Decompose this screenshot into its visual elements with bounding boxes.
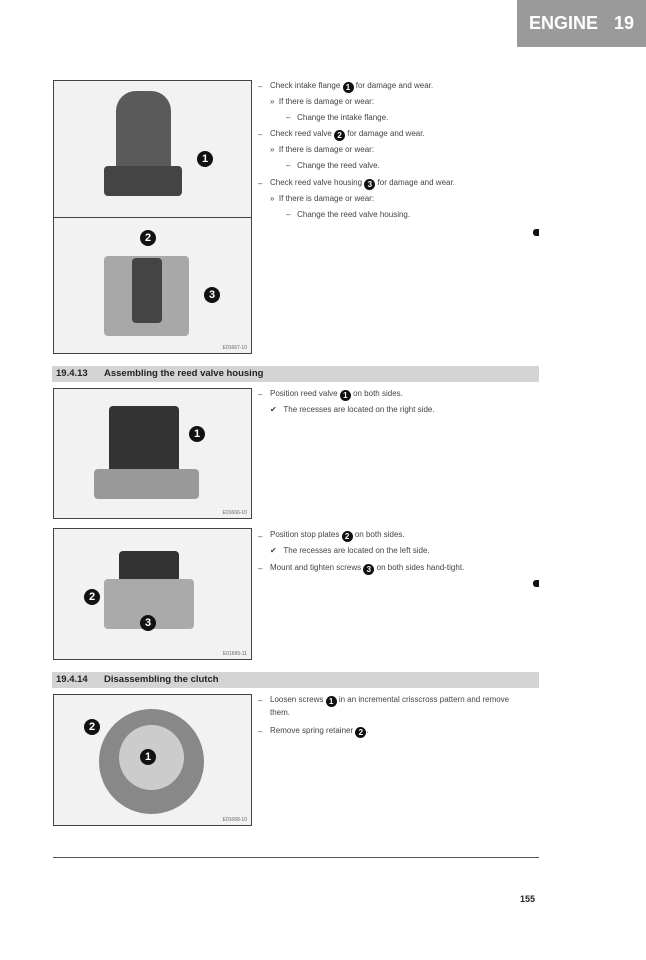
footer-divider [53,857,539,858]
stop-plates-image [53,528,252,660]
callout-2: 2 [84,589,100,605]
chapter-number: 19 [613,13,635,33]
step-position-stop-plates: Position stop plates 2 on both sides. [270,530,405,541]
callout-1: 1 [197,151,213,167]
callout-3: 3 [140,615,156,631]
check-result: ✔ The recesses are located on the left side. [270,546,430,555]
action: Change the reed valve housing. [297,210,411,219]
callout-2: 2 [84,719,100,735]
condition: If there is damage or wear: [278,145,375,154]
callout-3: 3 [204,287,220,303]
condition: If there is damage or wear: [278,194,375,203]
step-remove-spring-retainer: Remove spring retainer 2 . [270,726,369,737]
step-position-reed-valve: Position reed valve 1 on both sides. [270,389,403,400]
chapter-header [517,0,646,47]
image-code: E01665-11 [222,651,247,657]
action: Change the intake flange. [297,113,389,122]
check-result: ✔ The recesses are located on the right side. [270,405,435,414]
callout-1: 1 [140,749,156,765]
callout-1: 1 [189,426,205,442]
reed-valve-position-image [53,388,252,519]
step-mount-screws: Mount and tighten screws 3 on both sides hand-tight. [270,563,465,574]
section-heading-19-4-13: 19.4.13 Assembling the reed valve housing [52,366,539,382]
callout-2: 2 [140,230,156,246]
intake-flange-image [53,80,252,218]
action: Change the reed valve. [297,161,380,170]
condition: If there is damage or wear: [278,97,375,106]
chapter-title: ENGINE [528,13,598,33]
step-continuation: them. [270,708,291,717]
step-check-reed-valve: Check reed valve 2 for damage and wear. [270,129,425,140]
clutch-image [53,694,252,826]
reed-valve-housing-image [53,217,252,354]
image-code: E01666-10 [222,510,247,516]
step-loosen-screws: Loosen screws 1 in an incremental crisscross pattern and remove [270,695,510,706]
image-code: E01668-10 [222,817,247,823]
end-marker [533,229,539,236]
image-code: E01667-10 [222,345,247,351]
step-check-housing: Check reed valve housing 3 for damage and wear. [270,178,455,189]
section-heading-19-4-14: 19.4.14 Disassembling the clutch [52,672,539,688]
step-check-intake-flange: Check intake flange 1 for damage and wear. [270,81,434,92]
page-number: 155 [520,894,536,904]
end-marker [533,580,539,587]
